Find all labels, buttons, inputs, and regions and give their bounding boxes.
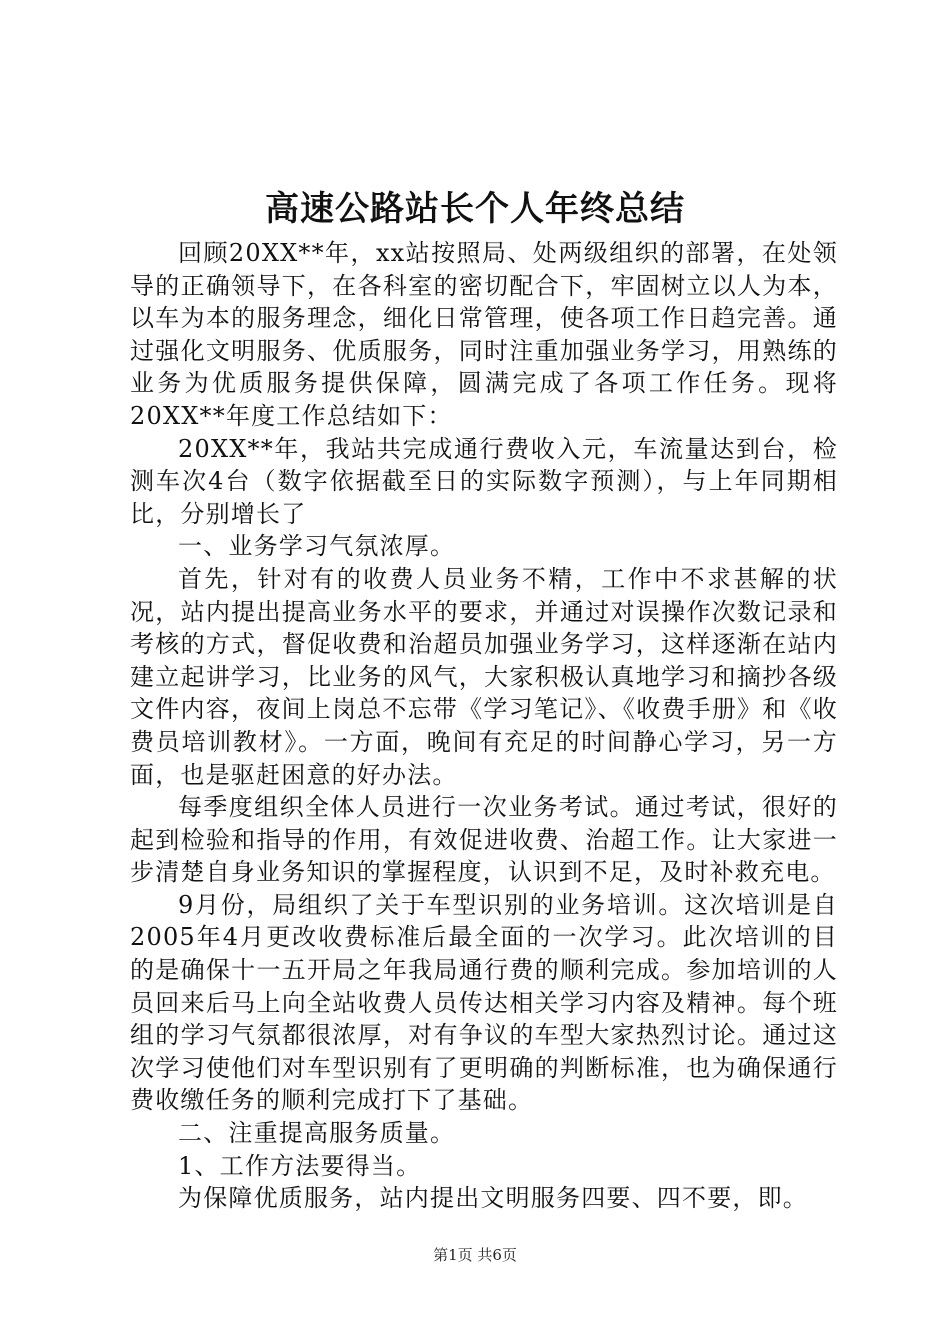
document-title: 高速公路站长个人年终总结 — [265, 189, 685, 229]
paragraph-intro: 回顾20XX**年，xx站按照局、处两级组织的部署，在处领导的正确领导下，在各科室的密切配合下，牢固树立以人为本，以车为本的服务理念，细化日常管理，使各项工作日趋完善。通过强化文明服务、优质服务，同时注重加强业务学习，用熟练的业务为优质服务提供保障，圆满完成了各项工作任务。现将20XX**年度工作总结如下： — [130, 239, 838, 430]
paragraph-quarterly-exam: 每季度组织全体人员进行一次业务考试。通过考试，很好的起到检验和指导的作用，有效促进收费、治超工作。让大家进一步清楚自身业务知识的掌握程度，认识到不足，及时补救充电。 — [130, 793, 838, 887]
paragraph-study-habits: 首先，针对有的收费人员业务不精，工作中不求甚解的状况，站内提出提高业务水平的要求，并通过对误操作次数记录和考核的方式，督促收费和治超员加强业务学习，这样逐渐在站内建立起讲学习，比业务的风气，大家积极认真地学习和摘抄各级文件内容，夜间上岗总不忘带《学习笔记》、《收费手册》和《收费员培训教材》。一方面，晚间有充足的时间静心学习，另一方面，也是驱赶困意的好办法。 — [130, 564, 838, 789]
paragraph-september-training: 9月份，局组织了关于车型识别的业务培训。这次培训是自2005年4月更改收费标准后最全面的一次学习。此次培训的目的是确保十一五开局之年我局通行费的顺利完成。参加培训的人员回来后马上向全站收费人员传达相关学习内容及精神。每个班组的学习气氛都很浓厚，对有争议的车型大家热烈讨论。通过这次学习使他们对车型识别有了更明确的判断标准，也为确保通行费收缴任务的顺利完成打下了基础。 — [130, 890, 838, 1115]
paragraph-statistics: 20XX**年，我站共完成通行费收入元，车流量达到台，检测车次4台（数字依据截至日的实际数字预测），与上年同期相比，分别增长了 — [130, 434, 838, 528]
section-heading-2: 二、注重提高服务质量。 — [178, 1119, 456, 1148]
page-footer: 第1页 共6页 — [433, 1246, 517, 1264]
document-body — [130, 237, 838, 1215]
section-heading-1: 一、业务学习气氛浓厚。 — [178, 532, 456, 561]
paragraph-service-rules: 为保障优质服务，站内提出文明服务四要、四不要，即。 — [178, 1184, 808, 1213]
subsection-heading-1: 1、工作方法要得当。 — [178, 1151, 422, 1180]
